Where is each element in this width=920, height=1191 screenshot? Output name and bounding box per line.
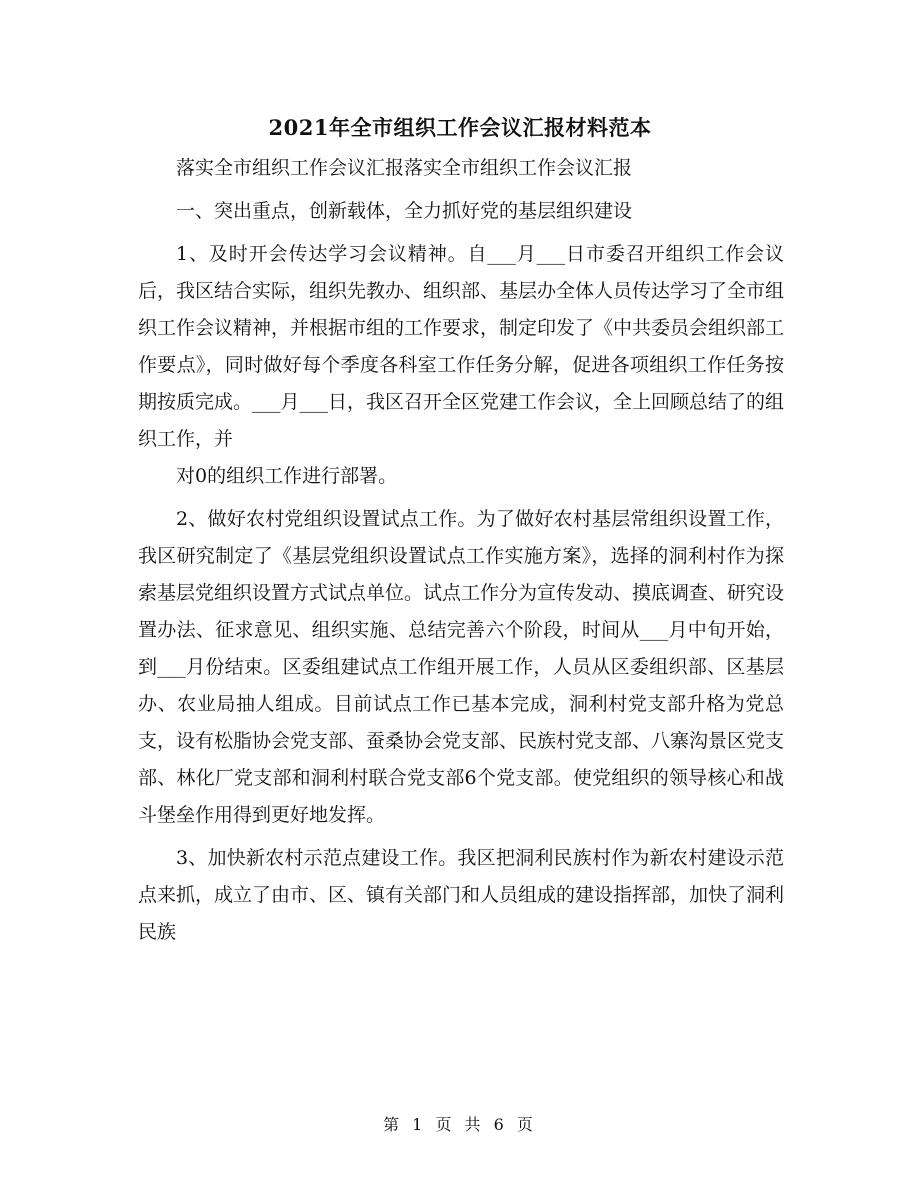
document-title: 2021年全市组织工作会议汇报材料范本 [268,115,652,140]
paragraph-item-2: 2、做好农村党组织设置试点工作。为了做好农村基层常组织设置工作，我区研究制定了《基层党组织设置试点工作实施方案》，选择的洞利村作为探索基层党组织设置方式试点单位。试点工作分为宣传发动、摸底调查、研究设置办法、征求意见、组织实施、总结完善六个阶段，时间从___月中旬开始，到___月份结束。区委组建试点工作组开展工作，人员从区委组织部、区基层办、农业局抽人组成。目前试点工作已基本完成，洞利村党支部升格为党总支，设有松脂协会党支部、蚕桑协会党支部、民族村党支部、八寨沟景区党支部、林化厂党支部和洞利村联合党支部6个党支部。使党组织的领导核心和战斗堡垒作用得到更好地发挥。 [138,508,785,826]
section-heading: 一、突出重点，创新载体，全力抓好党的基层组织建设 [176,200,633,222]
intro-paragraph: 落实全市组织工作会议汇报落实全市组织工作会议汇报 [176,157,633,179]
paragraph-item-3: 3、加快新农村示范点建设工作。我区把洞利民族村作为新农村建设示范点来抓，成立了由市、区、镇有关部门和人员组成的建设指挥部，加快了洞利民族 [138,847,785,943]
page-number: 第 1 页 共 6 页 [383,1115,537,1134]
paragraph-item-1-continued: 对0的组织工作进行部署。 [176,465,398,487]
paragraph-item-1: 1、及时开会传达学习会议精神。自___月___日市委召开组织工作会议后，我区结合实际，组织先教办、组织部、基层办全体人员传达学习了全市组织工作会议精神，并根据市组的工作要求，制定印发了《中共委员会组织部工作要点》，同时做好每个季度各科室工作任务分解，促进各项组织工作任务按期按质完成。___月___日，我区召开全区党建工作会议，全上回顾总结了的组织工作，并 [138,243,785,450]
document-body [138,150,784,957]
